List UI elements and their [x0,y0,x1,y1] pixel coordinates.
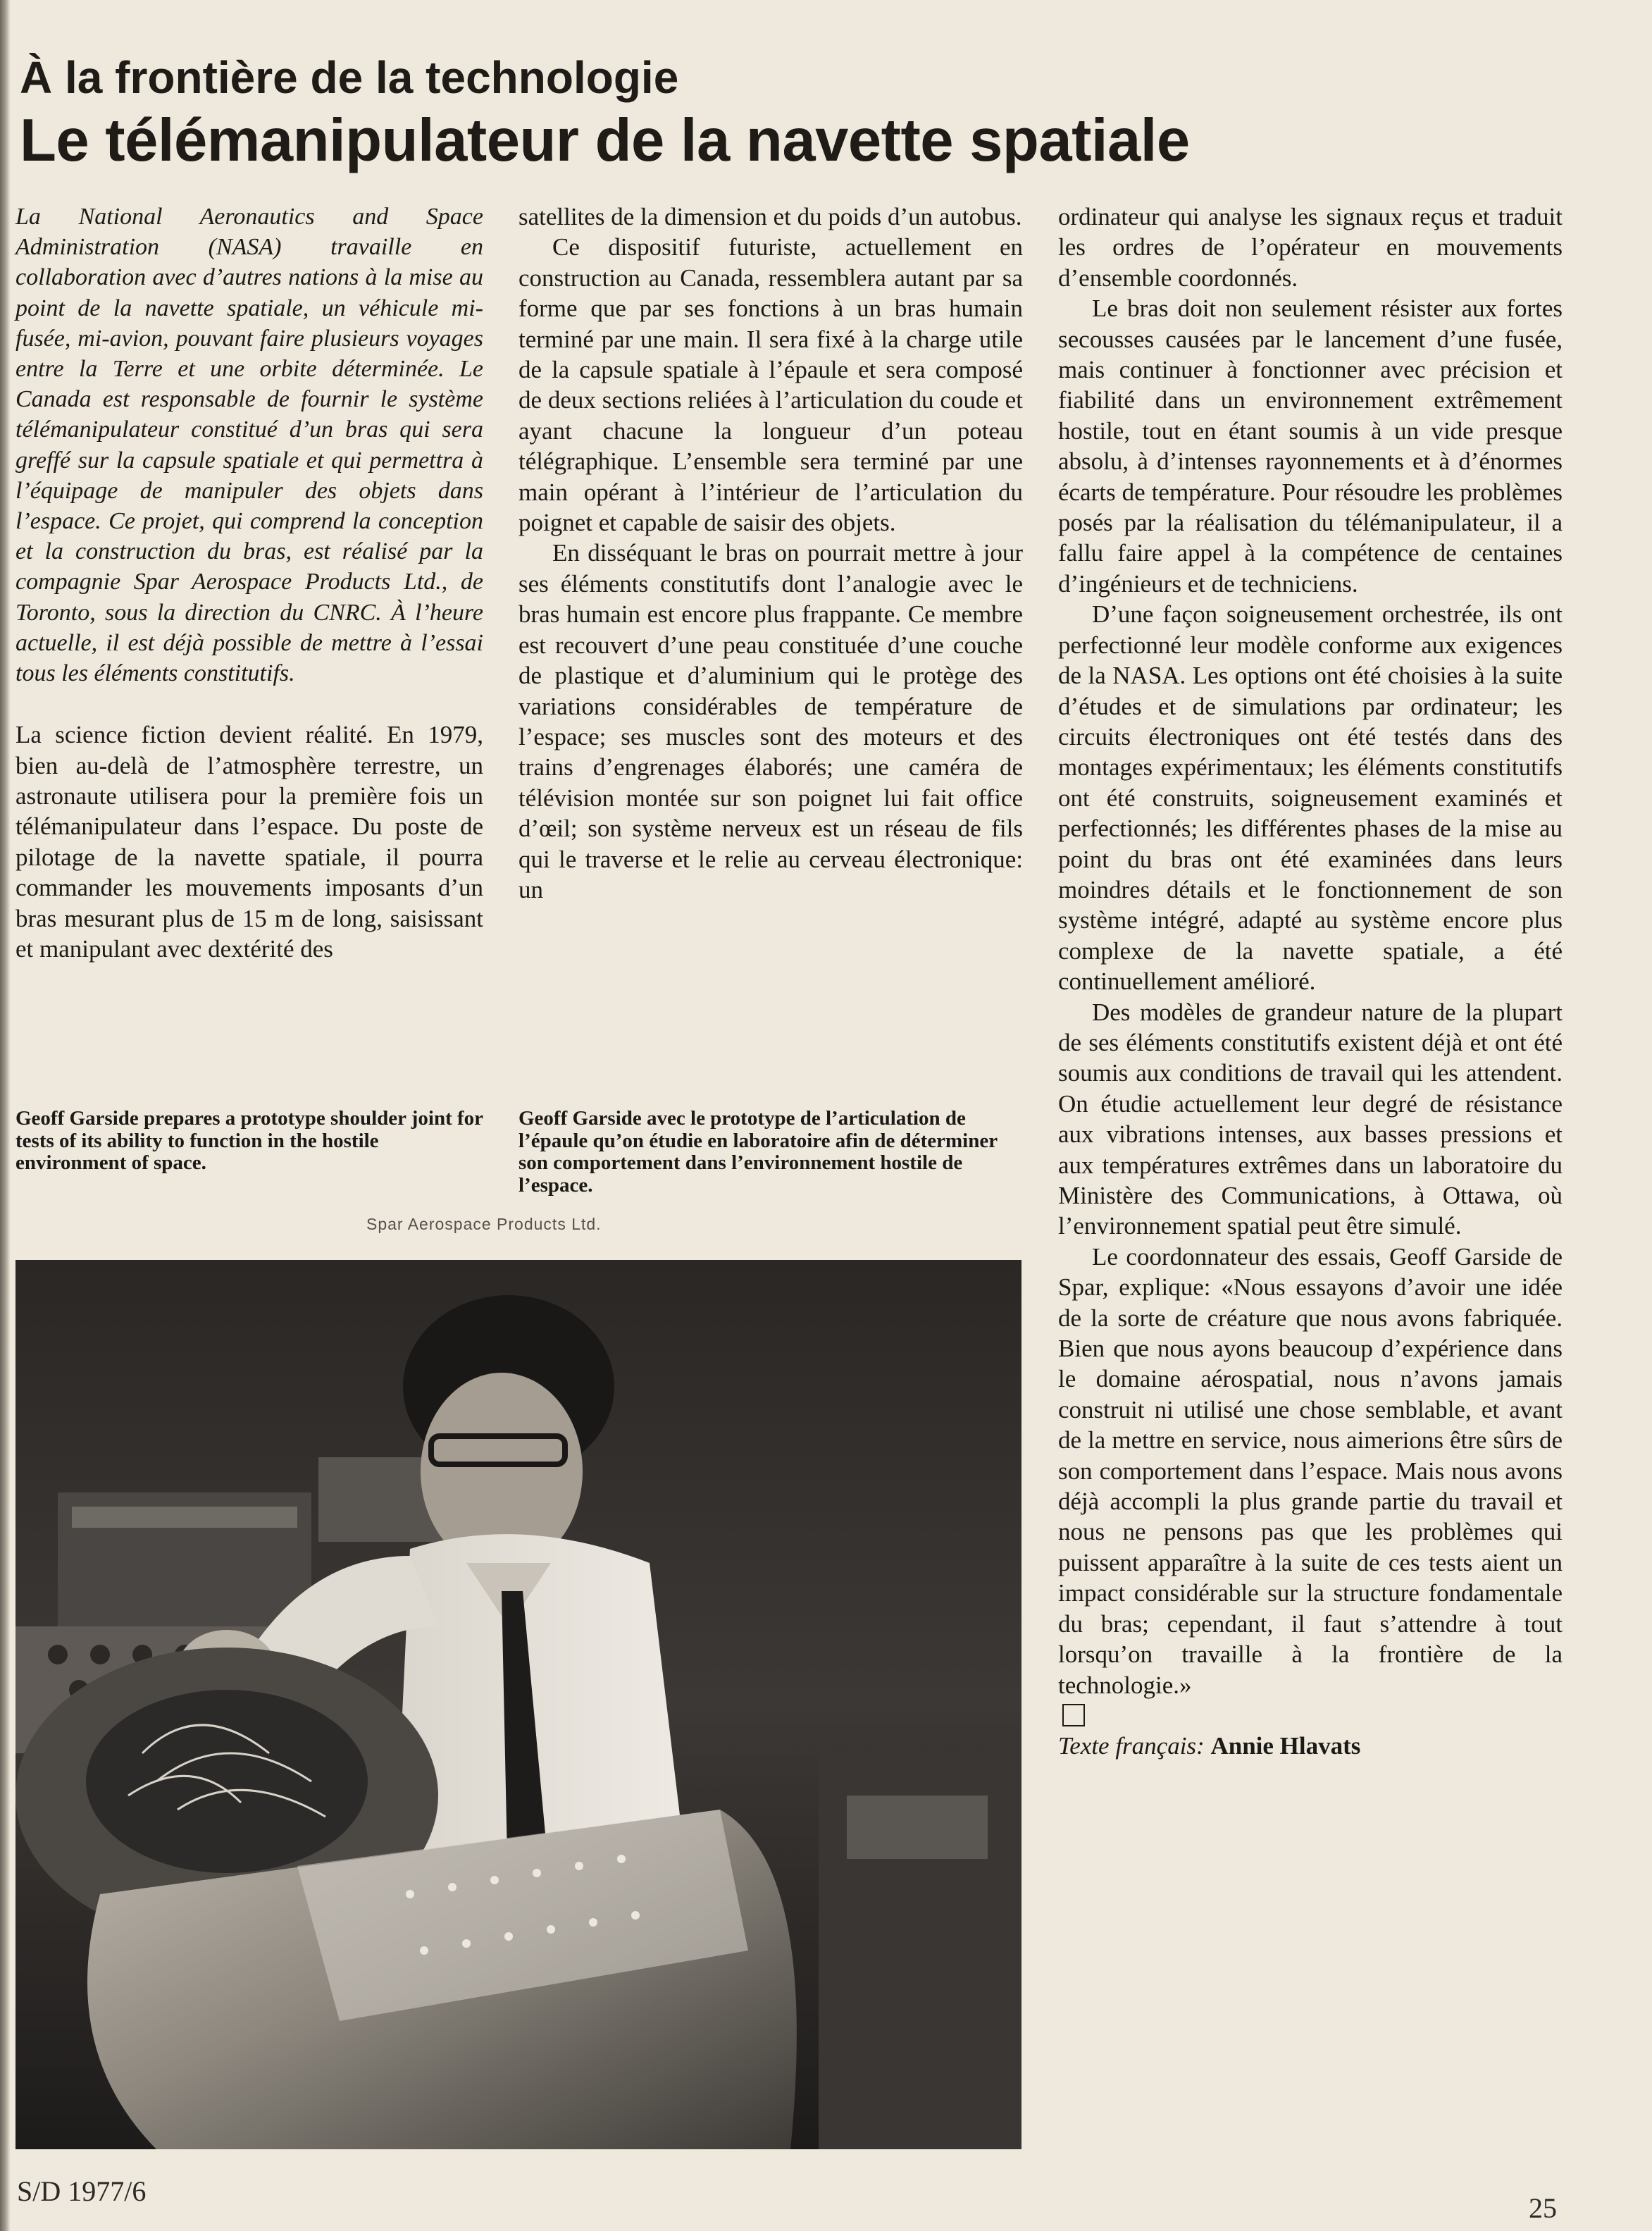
issue-label: S/D 1977/6 [17,2175,147,2207]
body-paragraph: satellites de la dimension et du poids d’un autobus. [518,203,1022,230]
column-2 [518,202,1023,905]
body-paragraph: D’une façon soigneusement orchestrée, ils ont perfectionné leur modèle conforme aux exigences de la NASA. Les options ont été choisies à la suite d’études et de simulations par ordinateur; les circuits électroniques ont été testés dans des montages expérimentaux; les éléments constitutifs ont été construits, soigneusement examinés et perfectionnés; les différentes phases de la mise au point du bras ont été examinées dans leurs moindres détails et le fonctionnement de son système intégré, adapté au système encore plus complexe de la navette spatiale, a été continuellement amélioré. [1058,600,1563,996]
body-paragraph: Des modèles de grandeur nature de la plupart de ses éléments constitutifs existent déjà et ont été soumis aux conditions de travail qui les attendent. On étudie actuellement leur degré de résistance aux vibrations intenses, aux basses pressions et aux températures extrêmes dans un laboratoire du Ministère des Communications, à Ottawa, où l’environnement spatial peut être simulé. [1058,998,1563,1240]
caption-english: Geoff Garside prepares a prototype shoulder joint for tests of its ability to function in the hostile environment of space. [15,1107,483,1174]
body-paragraph: ordinateur qui analyse les signaux reçus et traduit les ordres de l’opérateur en mouvements d’ensemble coordonnés. [1058,203,1563,292]
body-paragraph: Le bras doit non seulement résister aux fortes secousses causées par le lancement d’une fusée, mais continuer à fonctionner avec précision et fiabilité dans un environnement extrêmement hostile, tout en étant soumis à un vide presque absolu, à d’intenses rayonnements et à d’énormes écarts de température. Pour résoudre les problèmes posés par la réalisation du télémanipulateur, il a fallu faire appel à la compétence de centaines d’ingénieurs et de techniciens. [1058,295,1563,598]
translator-name: Annie Hlavats [1210,1732,1361,1760]
body-paragraph: Le coordonnateur des essais, Geoff Garside de Spar, explique: «Nous essayons d’avoir une idée de la sorte de créature que nous avons fabriquée. Bien que nous ayons beaucoup d’expérience dans le domaine aérospatial, nous n’avons jamais construit ni utilisé une chose semblable, et avant de la mettre en service, nous aimerions être sûrs de son comportement dans l’espace. Mais nous avons déjà accompli la plus grande partie du travail et nous ne pensons pas que les problèmes qui puissent apparaître à la suite de ces tests aient un impact considérable sur la structure fondamentale du bras; cependant, il faut s’attendre à tout lorsqu’on travaille à la frontière de la technologie.» [1058,1242,1563,1699]
photo-credit: Spar Aerospace Products Ltd. [366,1215,602,1233]
headline: Le télémanipulateur de la navette spatiale [20,107,1190,174]
photograph [15,1260,1021,2149]
title-block [20,49,1190,176]
page-binding-edge [0,0,10,2231]
caption-french: Geoff Garside avec le prototype de l’articulation de l’épaule qu’on étudie en laboratoire afin de déterminer son comportement dans l’environnement hostile de l’espace. [518,1107,998,1197]
body-paragraph: La science fiction devient réalité. En 1979, bien au-delà de l’atmosphère terrestre, un astronaute utilisera pour la première fois un télémanipulateur dans l’espace. Du poste de pilotage de la navette spatiale, il pourra commander les mouvements imposants d’un bras mesurant plus de 15 m de long, saisissant et manipulant avec dextérité des [15,721,483,963]
end-of-article-box-icon [1062,1704,1085,1726]
column-3 [1058,202,1563,1762]
translation-credit [1058,1731,1563,1761]
photo-illustration [15,1260,1021,2149]
lead-paragraph: La National Aeronautics and Space Administration (NASA) travaille en collaboration avec d’autres nations à la mise au point de la navette spatiale, un véhicule mi-fusée, mi-avion, pouvant faire plusieurs voyages entre la Terre et une orbite déterminée. Le Canada est responsable de fournir le système télémanipulateur constitué d’un bras qui sera greffé sur la capsule spatiale et qui permettra à l’équipage de manipuler des objets dans l’espace. Ce projet, qui comprend la conception et la construction du bras, est réalisé par la compagnie Spar Aerospace Products Ltd., de Toronto, sous la direction du CNRC. À l’heure actuelle, il est déjà possible de mettre à l’essai tous les éléments constitutifs. [15,204,483,687]
page-number: 25 [1529,2192,1557,2224]
kicker: À la frontière de la technologie [20,52,679,103]
body-paragraph: En disséquant le bras on pourrait mettre à jour ses éléments constitutifs dont l’analogie avec le bras humain est encore plus frappante. Ce membre est recouvert d’une peau constituée d’une couche de plastique et d’aluminium qui le protège des variations considérables de température de l’espace; ses muscles sont des moteurs et des trains d’engrenages élaborés; une caméra de télévision montée sur son poignet lui fait office d’œil; son système nerveux est un réseau de fils qui le traverse et le relie au cerveau électronique: un [518,539,1023,903]
body-paragraph: Ce dispositif futuriste, actuellement en construction au Canada, ressemblera autant par sa forme que par ses fonctions à un bras humain terminé par une main. Il sera fixé à la charge utile de la capsule spatiale à l’épaule et sera composé de deux sections reliées à l’articulation du coude et ayant chacune la longueur d’un poteau télégraphique. L’ensemble sera terminé par une main opérant à l’intérieur de l’articulation du poignet et capable de saisir des objets. [518,233,1023,537]
end-mark-line [1058,1700,1563,1731]
column-1 [15,202,483,965]
translation-label: Texte français: [1058,1732,1205,1760]
